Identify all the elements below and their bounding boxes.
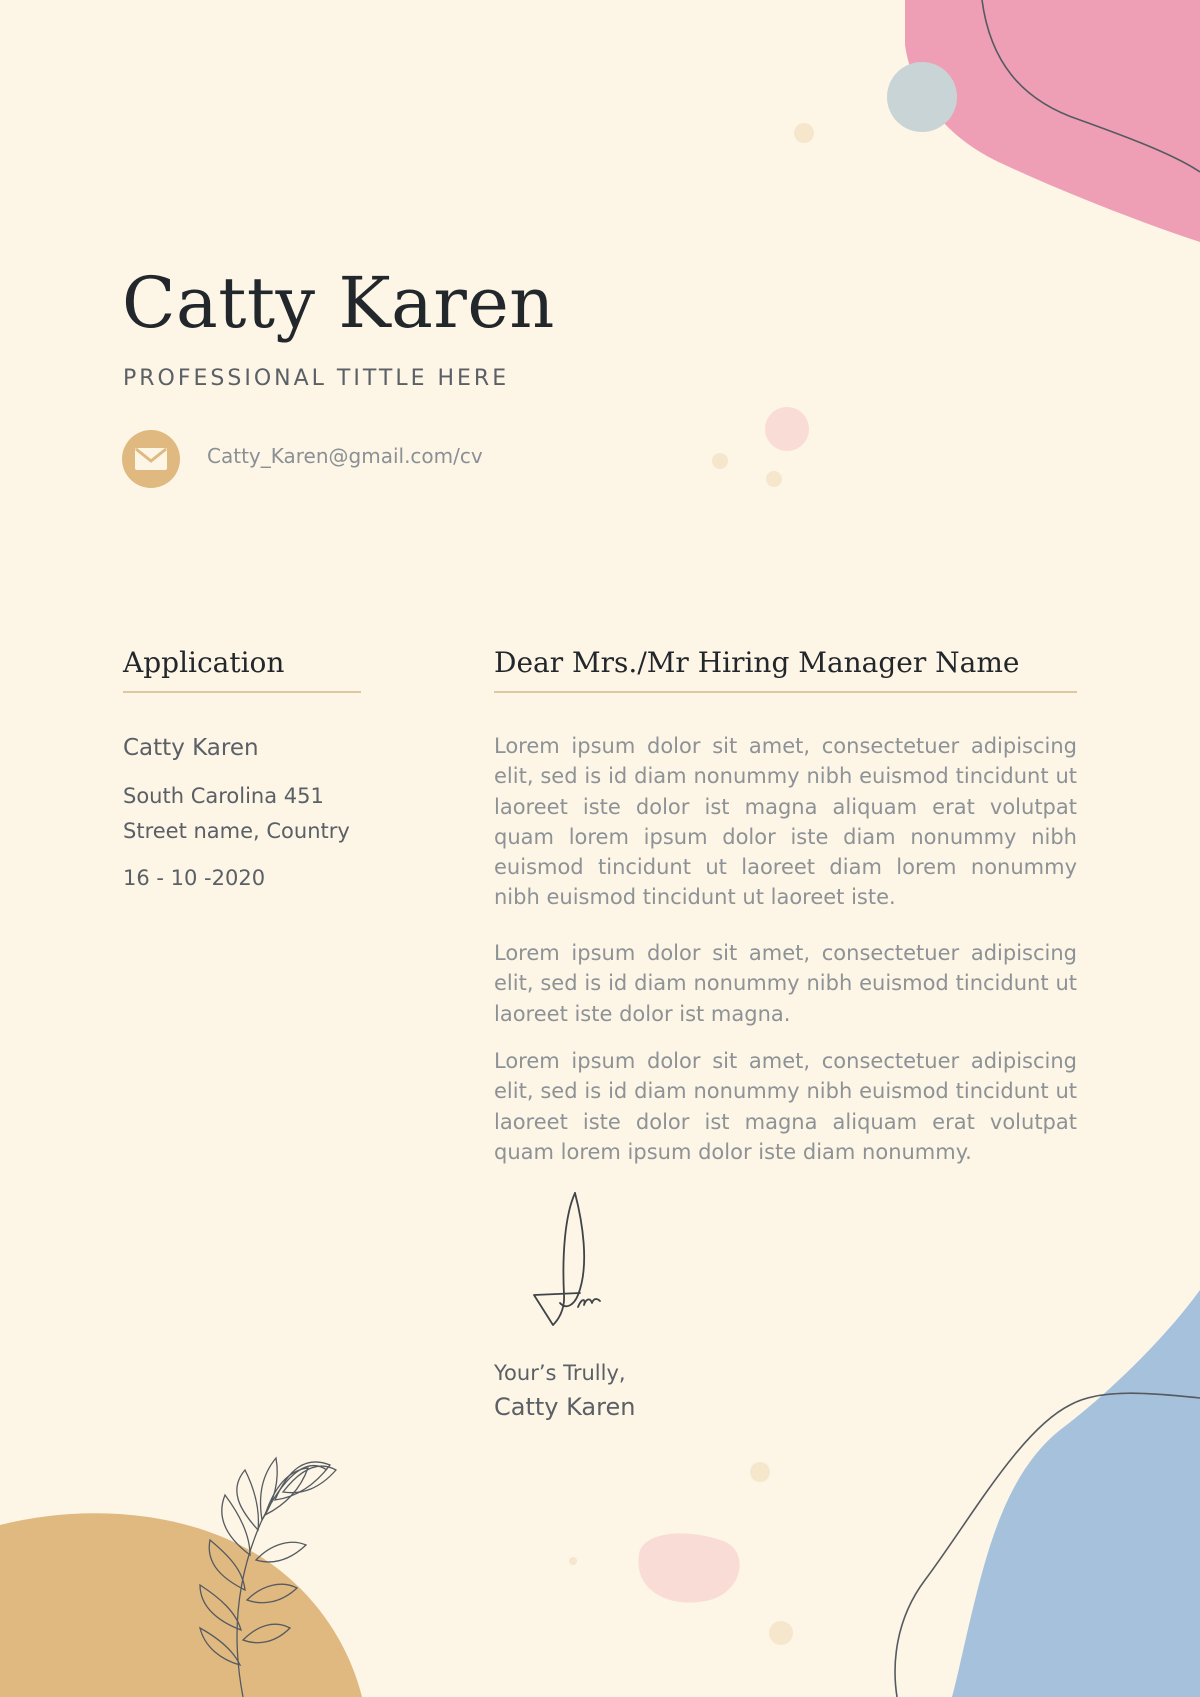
letter-greeting-divider bbox=[494, 691, 1077, 693]
letter-greeting-heading: Dear Mrs./Mr Hiring Manager Name bbox=[494, 646, 1020, 679]
dot bbox=[750, 1462, 770, 1482]
application-heading-divider bbox=[123, 691, 361, 693]
dot bbox=[769, 1621, 793, 1645]
application-heading: Application bbox=[123, 646, 285, 679]
signer-name: Catty Karen bbox=[494, 1393, 636, 1421]
dot bbox=[766, 471, 782, 487]
professional-title: PROFESSIONAL TITTLE HERE bbox=[123, 366, 510, 391]
pink-dot-large bbox=[765, 407, 809, 451]
dot bbox=[712, 453, 728, 469]
pink-splash bbox=[638, 1533, 739, 1602]
letter-paragraph: Lorem ipsum dolor sit amet, consectetuer adipiscing elit, sed is id diam nonummy nibh euismod tincidunt ut laoreet iste dolor ist magna aliquam erat volutpat quam lorem ipsum dolor iste diam nonummy. bbox=[494, 1049, 1077, 1164]
application-date: 16 - 10 -2020 bbox=[123, 866, 266, 890]
address-line-1: South Carolina 451 bbox=[123, 784, 324, 808]
closing-salutation: Your’s Trully, bbox=[494, 1361, 626, 1385]
dot bbox=[569, 1557, 577, 1565]
blue-blob-shape bbox=[952, 1290, 1200, 1697]
letter-paragraph: Lorem ipsum dolor sit amet, consectetuer adipiscing elit, sed is id diam nonummy nibh euismod tincidunt ut laoreet iste dolor ist magna aliquam erat volutpat quam lorem ipsum dolor iste diam nonummy nibh euismod tincidunt ut laoreet diam lorem nonummy nibh euismod tincidunt ut laoreet iste. bbox=[494, 734, 1077, 910]
pink-blob-shape bbox=[905, 0, 1200, 242]
envelope-icon bbox=[122, 430, 180, 488]
sidebar-applicant-name: Catty Karen bbox=[123, 735, 259, 761]
signature-icon bbox=[520, 1185, 610, 1330]
dot bbox=[794, 123, 814, 143]
letter-paragraph: Lorem ipsum dolor sit amet, consectetuer adipiscing elit, sed is id diam nonummy nibh euismod tincidunt ut laoreet iste dolor ist magna. bbox=[494, 941, 1077, 1026]
grey-circle bbox=[887, 62, 957, 132]
applicant-name-heading: Catty Karen bbox=[122, 262, 555, 344]
gold-blob-shape bbox=[0, 1513, 362, 1697]
address-line-2: Street name, Country bbox=[123, 819, 350, 843]
email-address[interactable]: Catty_Karen@gmail.com/cv bbox=[207, 444, 483, 468]
